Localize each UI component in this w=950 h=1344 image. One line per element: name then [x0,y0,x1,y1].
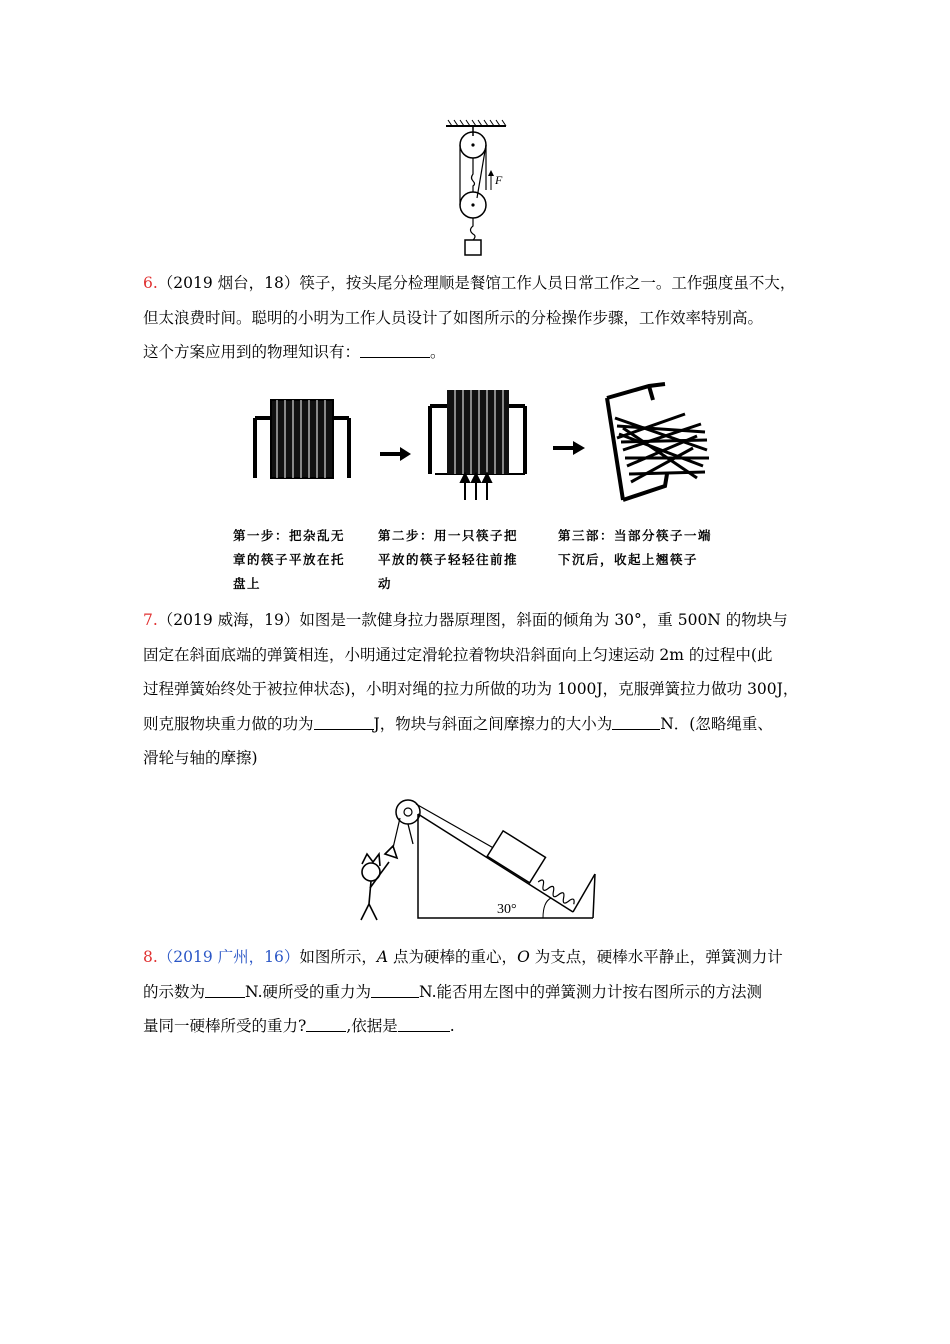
step-caption-3: 第三部：当部分筷子一端 下沉后，收起上翘筷子 [558,528,713,567]
question-text-line: N.能否用左图中的弹簧测力计按右图所示的方法测 [419,982,763,1001]
answer-blank[interactable] [306,1017,346,1032]
question-text-line: 则克服物块重力做的功为 [143,714,314,733]
question-text-line: N．(忽略绳重、 [660,714,773,733]
question-source: （2019 广州，16） [157,948,300,966]
question-text-line: . [449,1017,455,1035]
question-text-line: J，物块与斜面之间摩擦力的大小为 [373,714,613,733]
answer-blank[interactable] [398,1017,450,1032]
question-number: 7. [143,611,158,629]
person-figure [361,846,397,920]
question-text-line: ,依据是 [346,1017,398,1035]
step-caption-2: 第二步：用一只筷子把 平放的筷子轻轻往前推 动 [378,528,519,591]
answer-blank[interactable] [205,983,245,998]
answer-blank[interactable] [360,343,430,358]
variable-a: A [376,948,389,966]
question-8 [143,940,813,1044]
push-arrows-icon [461,474,491,500]
question-text-line: 固定在斜面底端的弹簧相连，小明通过定滑轮拉着物块沿斜面向上匀速运动 2m 的过程中(此 [143,645,773,664]
question-text-line: （2019 威海，19）如图是一款健身拉力器原理图，斜面的倾角为 30°，重 500N 的物块与 [157,611,788,629]
question-text-line: 为支点，硬棒水平静止，弹簧测力计 [529,948,783,966]
chopstick-bundle-1 [271,400,333,478]
arrow-icon [380,447,411,461]
answer-blank[interactable] [314,715,374,730]
step-caption-1: 第一步：把杂乱无 章的筷子平放在托 盘上 [233,528,346,591]
question-text-line: 滑轮与轴的摩擦) [143,749,258,767]
question-text-line: （2019 烟台，18）筷子，按头尾分检理顺是餐馆工作人员日常工作之一。工作强度虽不大， [157,274,796,292]
question-6 [143,266,813,370]
question-text-line: 的示数为 [143,982,206,1001]
question-text-line: N.硬所受的重力为 [245,982,372,1001]
variable-o: O [517,948,530,966]
question-text-line: 过程弹簧始终处于被拉伸状态)，小明对绳的拉力所做的功为 1000J，克服弹簧拉力做功 300J， [143,680,799,698]
punctuation: 。 [430,343,446,361]
question-number: 6. [143,274,158,292]
question-text-line: 点为硬棒的重心， [388,948,518,966]
question-text-line: 量同一硬棒所受的重力? [143,1017,307,1035]
question-text-line: 这个方案应用到的物理知识有： [143,343,361,361]
answer-blank[interactable] [371,983,419,998]
question-number: 8. [143,948,158,966]
chopsticks-figure [245,378,725,504]
question-7 [143,603,813,776]
chopstick-bundle-2 [447,390,509,474]
angle-label: 30° [497,902,517,917]
chopstick-pile [615,414,709,482]
question-text-line: 如图所示， [299,948,377,966]
answer-blank[interactable] [612,715,660,730]
force-label: F [495,173,503,187]
incline-figure [345,792,605,928]
question-text-line: 但太浪费时间。聪明的小明为工作人员设计了如图所示的分检操作步骤，工作效率特别高。 [143,308,764,327]
arrow-icon [553,441,585,455]
pulley-figure [440,118,530,260]
